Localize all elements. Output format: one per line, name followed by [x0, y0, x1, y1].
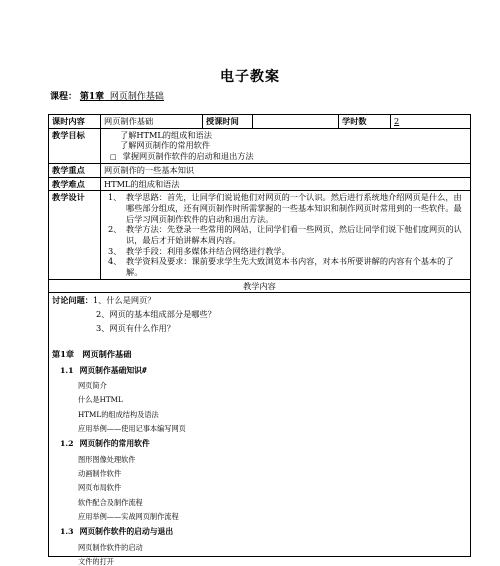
- section-heading: [52, 439, 467, 449]
- section-item: 网页制作软件的启动: [78, 542, 143, 552]
- focus-label: 教学重点: [49, 164, 101, 178]
- hours-label: 授课时间: [203, 115, 253, 129]
- section-title: 网页制作基础知识#: [79, 365, 147, 375]
- design-cell: [101, 191, 471, 279]
- goals-label: 教学目标: [49, 128, 101, 163]
- section-title: 网页制作软件的启动与退出: [79, 527, 174, 537]
- design-item-number: 4、: [108, 256, 122, 267]
- course-value: [80, 92, 186, 102]
- design-item: [104, 224, 467, 245]
- section-heading: [52, 527, 467, 537]
- section-number: 1.2: [60, 439, 74, 449]
- design-item: [104, 192, 467, 224]
- course-name: 网页制作基础: [109, 92, 164, 102]
- design-item-number: 1、: [108, 192, 122, 203]
- content-body: [52, 295, 467, 566]
- goals-cell: [101, 128, 471, 163]
- course-label: 课程：: [50, 92, 78, 102]
- question-item: 3、网页有什么作用？: [96, 322, 175, 333]
- design-item: [104, 246, 467, 257]
- time-content-value: 网页制作基础: [101, 115, 203, 129]
- row-design: [49, 191, 471, 279]
- document-title: 电子教案: [220, 69, 280, 85]
- focus-value: 网页制作的一些基本知识: [101, 164, 471, 178]
- credits-number: 2: [394, 116, 400, 126]
- design-item-text: 教学思路：首先，让同学们说说他们对网页的一个认识。然后进行系统地介绍网页是什么，由哪些部分组成，还有网页制作时所需掌握的一些基本知识和制作网页时常用到的一些软件。最后学习网页制作软件的启动和退出方法。: [126, 192, 462, 224]
- row-time-content: [49, 115, 471, 129]
- section-item: 什么是HTML: [78, 395, 123, 405]
- goal-item: 了解网页制作的常用软件: [120, 140, 211, 151]
- lesson-plan-table: [48, 114, 471, 566]
- section-title: 网页制作的常用软件: [79, 439, 150, 449]
- design-item-text: 教学方法：先登录一些常用的网站，让同学们看一些网页，然后让同学们说下他们度网页的认识，最后才开始讲解本周内容。: [126, 224, 462, 245]
- design-label: 教学设计: [49, 191, 101, 279]
- time-content-label: 课时内容: [49, 115, 101, 129]
- content-cell: [49, 293, 471, 566]
- row-focus: [49, 164, 471, 178]
- discussion-line: [52, 295, 467, 306]
- goal-item: □ 掌握网页制作软件的启动和退出方法: [104, 151, 467, 162]
- row-difficulty: [49, 177, 471, 191]
- difficulty-label: 教学难点: [49, 177, 101, 191]
- design-item-text: 教学资料及要求：课前要求学生先大致浏览本书内容，对本书所要讲解的内容有个基本的了解。: [126, 256, 454, 277]
- content-header: 教学内容: [49, 279, 471, 293]
- discussion-label: 讨论问题：: [52, 295, 93, 306]
- hours-value: [253, 115, 339, 129]
- row-goals: [49, 128, 471, 163]
- design-item: [104, 256, 467, 277]
- difficulty-value: HTML的组成和语法: [101, 177, 471, 191]
- section-item: 应用举例——实战网页制作流程: [78, 512, 179, 522]
- section-item: 图形图像处理软件: [78, 454, 136, 464]
- question-item: 2、网页的基本组成部分是哪些？: [96, 308, 216, 319]
- design-item-number: 3、: [108, 245, 122, 256]
- section-number: 1.1: [60, 365, 74, 375]
- course-chapter: 第1章: [79, 92, 105, 102]
- credits-label: 学时数: [339, 115, 391, 129]
- credits-value: [391, 115, 471, 129]
- design-item-text: 教学手段：利用多媒体并结合网络进行教学。: [126, 245, 290, 256]
- section-item: 应用举例——使用记事本编写网页: [78, 424, 186, 434]
- section-item: 动画制作软件: [78, 468, 122, 478]
- course-line: [50, 89, 186, 102]
- section-item: 软件配合及制作流程: [78, 497, 143, 507]
- question-item: 1、什么是网页？: [92, 295, 156, 306]
- row-content: [49, 293, 471, 557]
- section-heading: [52, 366, 467, 376]
- design-item-number: 2、: [108, 224, 122, 235]
- section-number: 1.3: [60, 527, 74, 537]
- section-item: 网页简介: [78, 381, 107, 391]
- goal-item: 了解HTML的组成和语法: [120, 129, 212, 140]
- section-item: 网页布局软件: [78, 483, 122, 493]
- section-item: 文件的打开: [78, 556, 114, 566]
- row-content-header: [49, 279, 471, 293]
- section-item: HTML的组成结构及语法: [78, 409, 159, 419]
- chapter-heading: 第1章 网页制作基础: [52, 349, 132, 360]
